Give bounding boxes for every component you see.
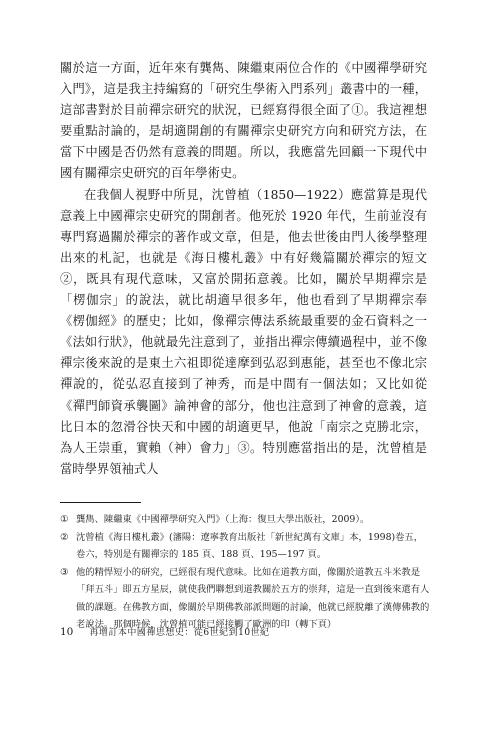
- running-title: 再增訂本中國禪思想史：從6世紀到10世紀: [89, 628, 270, 638]
- footnote-text: 他的精悍短小的研究，已經很有現代意味。比如在道教方面，像關於道教五斗米教是「拜五斗」即五方星辰，就使我們聯想到道教關於五方的崇拜，這是一直到後來還有人做的課題。在佛教方面，像關於早期佛教部派問題的討論，他就已經脫離了漢傳佛教的老說法。那個時候，沈曾植可能已經接觸了歐洲的印（轉下頁）: [76, 566, 430, 630]
- footnote-item: [60, 564, 432, 634]
- footnote-number: ③: [60, 566, 69, 578]
- footnote-number: ①: [60, 514, 69, 525]
- footnote-item: [60, 529, 432, 564]
- paragraph-text: 在我個人視野中所見，沈曾植（1850—1922）應當算是現代意義上中國禪宗史研究的開創者。他死於 1920 年代，生前並沒有專門寫過關於禪宗的著作或文章，但是，他去世後由門人後學整理出來的札記，也就是《海日樓札叢》中有好幾篇關於禪宗的短文②，既具有現代意味，又富於開拓意義。比如，關於早期禪宗是「楞伽宗」的說法，就比胡適早很多年，他也看到了早期禪宗奉《楞伽經》的歷史；比如，像禪宗傳法系統最重要的金石資料之一《法如行狀》，他就最先注意到了，並指出禪宗傳續過程中，並不像禪宗後來說的是東土六祖即從達摩到弘忍到惠能，甚至也不像北宗禪說的，從弘忍直接到了神秀，而是中間有一個法如；又比如從《禪門師資承襲圖》論神會的部分，他也注意到了神會的意義，這比日本的忽滑谷快天和中國的胡適更早，他說「南宗之克勝北宗，為人王崇重，實賴（神）會力」③。特別應當指出的是，沈曾植是當時學界領袖式人: [60, 187, 427, 476]
- footnote-divider: [60, 502, 141, 503]
- paragraph-2: [60, 185, 427, 480]
- main-text: [60, 58, 427, 480]
- paragraph-text: 關於這一方面，近年來有龔雋、陳繼東兩位合作的《中國禪學研究入門》，這是我主持編寫的「研究生學術入門系列」叢書中的一種，這部書對於目前禪宗研究的狀況，已經寫得很全面了①。我這裡想要重點討論的，是胡適開創的有關禪宗史研究方向和研究方法，在當下中國是否仍然有意義的問題。所以，我應當先回顧一下現代中國有關禪宗史研究的百年學術史。: [60, 61, 427, 181]
- page-footer: [60, 625, 427, 638]
- footnote-item: [60, 511, 432, 529]
- footnote-number: ②: [60, 531, 69, 543]
- footnote-text: 沈曾植《海日樓札叢》(瀋陽：遼寧教育出版社「新世紀萬有文庫」本，1998)卷五，卷六，特別是有關禪宗的 185 頁、188 頁、195—197 頁。: [76, 531, 424, 560]
- footnotes: [60, 511, 432, 634]
- paragraph-1: [60, 58, 427, 185]
- footnote-text: 龔雋、陳繼東《中國禪學研究入門》（上海：復旦大學出版社，2009）。: [76, 514, 370, 525]
- page-number: 10: [60, 626, 74, 638]
